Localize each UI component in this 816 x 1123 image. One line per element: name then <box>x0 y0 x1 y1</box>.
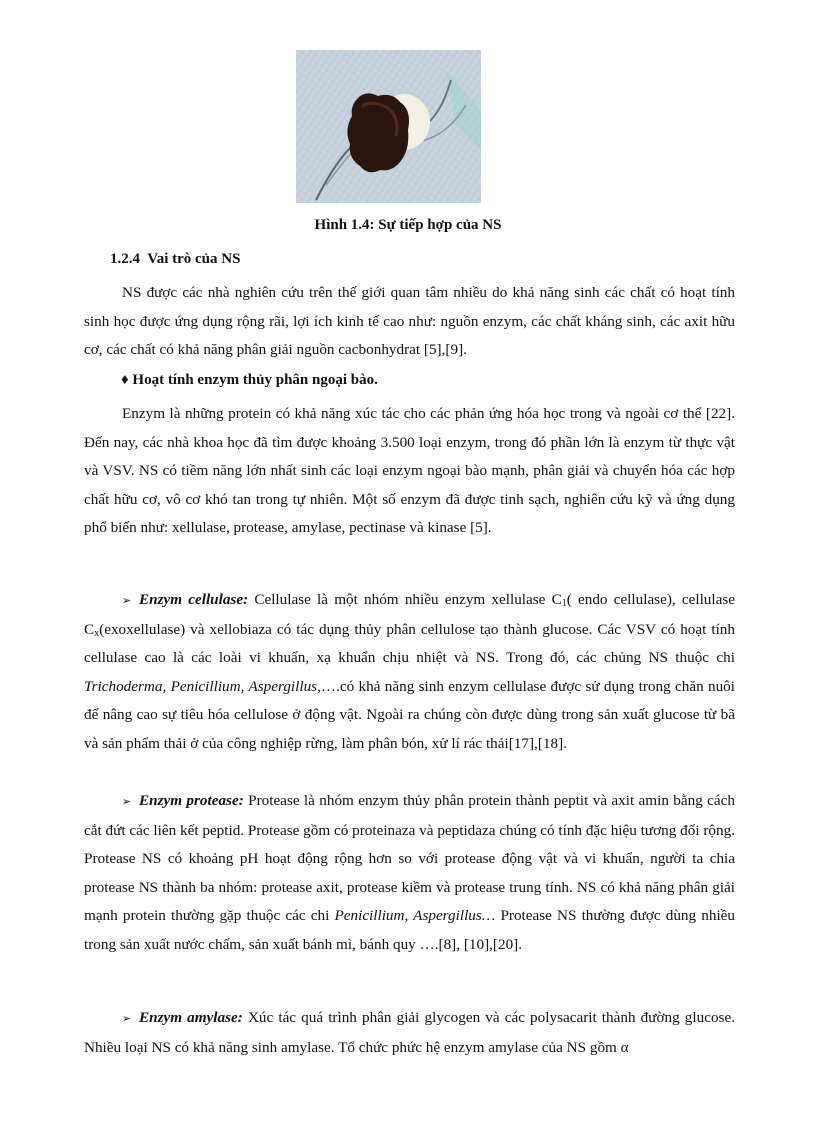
cellulase-genera: Trichoderma, Penicillium, Aspergillus, <box>84 677 321 695</box>
fungal-conjugation-photo <box>296 50 481 203</box>
protease-paragraph: ➢ Enzym protease: Protease là nhóm enzym thủy phân protein thành peptit và axit amin bằng cách cắt đứt các liên kết peptid. Protease gồm có proteinaza và peptidaza chúng có tính đặc hiệu tương đối rộng. Protease NS có khoảng pH hoạt động rộng hơn so với protease động vật và vi khuẩn, người ta chia protease NS thành ba nhóm: protease axit, protease kiềm và protease trung tính. NS có khả năng phân giải mạnh protein thường gặp thuộc các chi Penicillium, Aspergillus… Protease NS thường được dùng nhiều trong sản xuất nước chấm, sản xuất bánh mì, bánh quy ….[8], [10],[20]. <box>84 787 735 960</box>
protease-term: Enzym protease: <box>139 792 244 809</box>
arrow-bullet-icon: ➢ <box>122 595 132 607</box>
cellulase-term: Enzym cellulase: <box>139 591 249 608</box>
figure-caption: Hình 1.4: Sự tiếp hợp của NS <box>314 217 502 233</box>
intro-paragraph: NS được các nhà nghiên cứu trên thế giới quan tâm nhiều do khả năng sinh các chất có hoạt tính sinh học được ứng dụng rộng rãi, lợi ích kinh tế cao như: nguồn enzym, các chất kháng sinh, các axit hữu cơ, các chất có khả năng phân giải nguồn cacbonhydrat [5],[9]. <box>84 284 735 359</box>
micrograph-image <box>296 50 481 203</box>
subheading-enzyme-activity: ♦ Hoạt tính enzym thủy phân ngoại bào. <box>121 372 378 388</box>
amylase-paragraph: ➢ Enzym amylase: Xúc tác quá trình phân giải glycogen và các polysacarit thành đường glucose. Nhiều loại NS có khả năng sinh amylase. Tổ chức phức hệ enzym amylase của NS gồm α <box>84 1004 735 1062</box>
amylase-term: Enzym amylase: <box>139 1009 243 1026</box>
section-title: Vai trò của NS <box>147 251 241 267</box>
enzyme-paragraph: Enzym là những protein có khả năng xúc tác cho các phản ứng hóa học trong và ngoài cơ thể [22]. Đến nay, các nhà khoa học đã tìm được khoảng 3.500 loại enzym, trong đó phần lớn là enzym từ thực vật và VSV. NS có tiềm năng lớn nhất sinh các loại enzym ngoại bào mạnh, phân giải và chuyển hóa các hợp chất hữu cơ, vô cơ khó tan trong tự nhiên. Một số enzym đã được tinh sạch, nghiên cứu kỹ và ứng dụng phổ biến như: xellulase, protease, amylase, pectinase và kinase [5]. <box>84 405 735 537</box>
arrow-bullet-icon: ➢ <box>122 1013 132 1025</box>
arrow-bullet-icon: ➢ <box>122 796 132 808</box>
cellulase-paragraph: ➢ Enzym cellulase: Cellulase là một nhóm nhiều enzym xellulase $C_1$( endo cellulase), cellulase $C_x(exoxellulase)$ và xellobiaza có tác dụng thủy phân cellulose tạo thành glucose. Các VSV có hoạt tính cellulase cao là các loài vi khuẩn, xạ khuẩn chịu nhiệt và NS. Trong đó, các chủng NS thuộc chi Trichoderma, Penicillium, Aspergillus,….có khả năng sinh enzym cellulase được sử dụng trong chăn nuôi để nâng cao sự tiêu hóa cellulose ở động vật. Ngoài ra chúng còn được dùng trong sản xuất glucose từ bã và sản phẩm thải ở của công nghiệp rừng, làm phân bón, xử lí rác thải[17],[18]. <box>84 586 735 759</box>
section-heading <box>110 251 240 268</box>
protease-genera: Penicillium, Aspergillus… <box>334 907 496 925</box>
section-number: 1.2.4 <box>110 251 140 267</box>
